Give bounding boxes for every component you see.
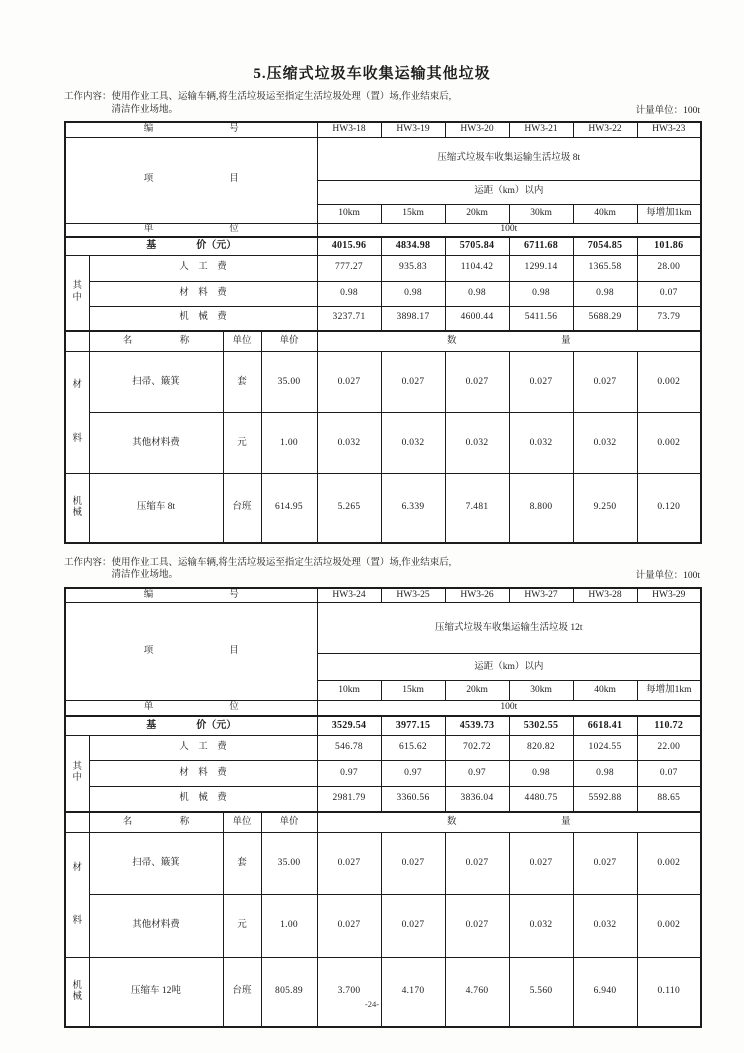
work-content-line: 清洁作业场地。 bbox=[111, 570, 179, 581]
work-content bbox=[64, 91, 700, 116]
machine-qty-cell: 4.760 bbox=[445, 958, 509, 1027]
machine-row-price: 805.89 bbox=[261, 958, 317, 1027]
code-cell: HW3-20 bbox=[445, 122, 509, 137]
labor-cost-label: 人 工 费 bbox=[89, 255, 317, 281]
material-qty-cell: 0.027 bbox=[573, 833, 637, 895]
material-cost-cell: 0.97 bbox=[317, 761, 381, 787]
unit-value: 100t bbox=[317, 223, 701, 237]
material-row-unit: 套 bbox=[223, 833, 261, 895]
labor-cost-cell: 777.27 bbox=[317, 255, 381, 281]
material-qty-cell: 0.002 bbox=[637, 895, 701, 958]
code-cell: HW3-21 bbox=[509, 122, 573, 137]
quantity-header: 数 量 bbox=[317, 812, 701, 833]
material-cost-label: 材 料 费 bbox=[89, 281, 317, 306]
machine-cost-cell: 3898.17 bbox=[381, 306, 445, 331]
machine-qty-cell: 7.481 bbox=[445, 474, 509, 543]
machine-qty-cell: 4.170 bbox=[381, 958, 445, 1027]
material-row-unit: 元 bbox=[223, 895, 261, 958]
material-qty-cell: 0.002 bbox=[637, 413, 701, 474]
labor-cost-cell: 1024.55 bbox=[573, 736, 637, 761]
material-cost-cell: 0.98 bbox=[317, 281, 381, 306]
material-row-unit: 元 bbox=[223, 413, 261, 474]
material-qty-cell: 0.032 bbox=[381, 413, 445, 474]
material-cost-cell: 0.98 bbox=[573, 281, 637, 306]
base-price-cell: 6618.41 bbox=[573, 716, 637, 736]
material-qty-cell: 0.027 bbox=[317, 352, 381, 413]
machine-row-name: 压缩车 12吨 bbox=[89, 958, 223, 1027]
machine-group-label bbox=[65, 958, 89, 1027]
machine-qty-cell: 9.250 bbox=[573, 474, 637, 543]
machine-qty-cell: 0.120 bbox=[637, 474, 701, 543]
material-cost-cell: 0.98 bbox=[509, 761, 573, 787]
machine-qty-cell: 3.700 bbox=[317, 958, 381, 1027]
among-char-top: 其 bbox=[72, 762, 82, 773]
base-price-cell: 5302.55 bbox=[509, 716, 573, 736]
work-content-line: 使用作业工具、运输车辆,将生活垃圾运至指定生活垃圾处理（置）场,作业结束后, bbox=[111, 557, 452, 568]
machine-cost-cell: 5688.29 bbox=[573, 306, 637, 331]
machine-qty-cell: 6.940 bbox=[573, 958, 637, 1027]
material-group-label bbox=[65, 833, 89, 958]
among-char-bottom: 中 bbox=[72, 773, 82, 784]
material-cost-cell: 0.98 bbox=[381, 281, 445, 306]
code-cell: HW3-18 bbox=[317, 122, 381, 137]
machine-row-price: 614.95 bbox=[261, 474, 317, 543]
base-price-cell: 7054.85 bbox=[573, 237, 637, 255]
base-price-cell: 5705.84 bbox=[445, 237, 509, 255]
code-cell: HW3-22 bbox=[573, 122, 637, 137]
distance-col-header: 10km bbox=[317, 204, 381, 223]
code-cell: HW3-27 bbox=[509, 588, 573, 603]
machine-cost-label: 机 械 费 bbox=[89, 787, 317, 812]
labor-cost-cell: 615.62 bbox=[381, 736, 445, 761]
distance-col-header: 30km bbox=[509, 204, 573, 223]
labor-cost-cell: 820.82 bbox=[509, 736, 573, 761]
machine-char-bottom: 械 bbox=[72, 508, 82, 519]
distance-col-header: 每增加1km bbox=[637, 204, 701, 223]
material-qty-cell: 0.027 bbox=[509, 833, 573, 895]
unit-note: 计量单位：100t bbox=[635, 571, 700, 582]
unit-label: 单 位 bbox=[65, 701, 317, 716]
distance-col-header: 20km bbox=[445, 681, 509, 701]
machine-qty-cell: 5.265 bbox=[317, 474, 381, 543]
material-qty-cell: 0.027 bbox=[317, 833, 381, 895]
material-qty-cell: 0.027 bbox=[381, 833, 445, 895]
material-char-top: 材 bbox=[72, 380, 82, 391]
machine-cost-cell: 4600.44 bbox=[445, 306, 509, 331]
material-char-bottom: 料 bbox=[72, 916, 82, 927]
labor-cost-cell: 546.78 bbox=[317, 736, 381, 761]
material-row-name: 其他材料费 bbox=[89, 413, 223, 474]
machine-cost-cell: 3237.71 bbox=[317, 306, 381, 331]
machine-cost-cell: 88.65 bbox=[637, 787, 701, 812]
machine-group-label bbox=[65, 474, 89, 543]
detail-price-header: 单价 bbox=[261, 812, 317, 833]
material-qty-cell: 0.002 bbox=[637, 833, 701, 895]
code-label: 编 号 bbox=[65, 122, 317, 137]
unit-note: 计量单位：100t bbox=[635, 105, 700, 116]
detail-unit-header: 单位 bbox=[223, 812, 261, 833]
page-number: -24- bbox=[364, 999, 380, 1009]
code-cell: HW3-24 bbox=[317, 588, 381, 603]
page-title: 5.压缩式垃圾车收集运输其他垃圾 bbox=[253, 66, 491, 82]
blank-corner-cell bbox=[65, 331, 89, 352]
material-char-bottom: 料 bbox=[72, 433, 82, 444]
distance-col-header: 15km bbox=[381, 681, 445, 701]
labor-cost-cell: 702.72 bbox=[445, 736, 509, 761]
material-qty-cell: 0.027 bbox=[381, 352, 445, 413]
material-row-unit: 套 bbox=[223, 352, 261, 413]
material-row-price: 1.00 bbox=[261, 895, 317, 958]
base-price-cell: 3977.15 bbox=[381, 716, 445, 736]
labor-cost-cell: 22.00 bbox=[637, 736, 701, 761]
machine-qty-cell: 6.339 bbox=[381, 474, 445, 543]
machine-row-name: 压缩车 8t bbox=[89, 474, 223, 543]
material-row-name: 扫帚、簸箕 bbox=[89, 833, 223, 895]
code-cell: HW3-25 bbox=[381, 588, 445, 603]
material-row-price: 1.00 bbox=[261, 413, 317, 474]
labor-cost-cell: 1299.14 bbox=[509, 255, 573, 281]
labor-cost-label: 人 工 费 bbox=[89, 736, 317, 761]
machine-cost-cell: 3836.04 bbox=[445, 787, 509, 812]
material-qty-cell: 0.027 bbox=[573, 352, 637, 413]
material-row-price: 35.00 bbox=[261, 833, 317, 895]
material-qty-cell: 0.032 bbox=[317, 413, 381, 474]
among-char-bottom: 中 bbox=[72, 292, 82, 303]
item-label: 项 目 bbox=[65, 137, 317, 223]
work-content-line: 清洁作业场地。 bbox=[111, 104, 179, 115]
caption-block-1 bbox=[64, 91, 700, 116]
base-price-label: 基 价（元） bbox=[65, 237, 317, 255]
material-qty-cell: 0.027 bbox=[445, 352, 509, 413]
machine-qty-cell: 0.110 bbox=[637, 958, 701, 1027]
machine-cost-cell: 5411.56 bbox=[509, 306, 573, 331]
quantity-header: 数 量 bbox=[317, 331, 701, 352]
among-group-label bbox=[65, 255, 89, 331]
caption-block-2 bbox=[64, 557, 700, 582]
material-cost-cell: 0.98 bbox=[573, 761, 637, 787]
detail-name-header: 名 称 bbox=[89, 812, 223, 833]
code-cell: HW3-28 bbox=[573, 588, 637, 603]
work-content-line: 使用作业工具、运输车辆,将生活垃圾运至指定生活垃圾处理（置）场,作业结束后, bbox=[111, 92, 452, 102]
distance-col-header: 40km bbox=[573, 204, 637, 223]
distance-col-header: 40km bbox=[573, 681, 637, 701]
material-row-name: 其他材料费 bbox=[89, 895, 223, 958]
material-cost-cell: 0.07 bbox=[637, 761, 701, 787]
machine-cost-cell: 5592.88 bbox=[573, 787, 637, 812]
base-price-cell: 3529.54 bbox=[317, 716, 381, 736]
code-cell: HW3-23 bbox=[637, 122, 701, 137]
quota-table-12t bbox=[64, 587, 702, 1028]
material-qty-cell: 0.027 bbox=[509, 352, 573, 413]
machine-cost-cell: 2981.79 bbox=[317, 787, 381, 812]
code-cell: HW3-19 bbox=[381, 122, 445, 137]
distance-col-header: 每增加1km bbox=[637, 681, 701, 701]
base-price-cell: 110.72 bbox=[637, 716, 701, 736]
item-title: 压缩式垃圾车收集运输生活垃圾 12t bbox=[317, 603, 701, 654]
work-content-lines bbox=[112, 557, 700, 582]
unit-label: 单 位 bbox=[65, 223, 317, 237]
material-qty-cell: 0.027 bbox=[445, 833, 509, 895]
machine-cost-cell: 73.79 bbox=[637, 306, 701, 331]
labor-cost-cell: 1104.42 bbox=[445, 255, 509, 281]
detail-name-header: 名 称 bbox=[89, 331, 223, 352]
among-group-label bbox=[65, 736, 89, 812]
machine-char-bottom: 械 bbox=[72, 991, 82, 1002]
distance-header: 运距（km）以内 bbox=[317, 180, 701, 204]
material-qty-cell: 0.032 bbox=[509, 895, 573, 958]
base-price-cell: 4015.96 bbox=[317, 237, 381, 255]
material-cost-cell: 0.98 bbox=[509, 281, 573, 306]
labor-cost-cell: 28.00 bbox=[637, 255, 701, 281]
quota-table-8t bbox=[64, 121, 702, 544]
material-qty-cell: 0.032 bbox=[573, 413, 637, 474]
code-cell: HW3-26 bbox=[445, 588, 509, 603]
material-qty-cell: 0.002 bbox=[637, 352, 701, 413]
distance-col-header: 20km bbox=[445, 204, 509, 223]
material-cost-cell: 0.97 bbox=[445, 761, 509, 787]
labor-cost-cell: 1365.58 bbox=[573, 255, 637, 281]
work-content-label: 工作内容： bbox=[64, 92, 112, 102]
blank-corner-cell bbox=[65, 812, 89, 833]
machine-char-top: 机 bbox=[72, 497, 82, 508]
labor-cost-cell: 935.83 bbox=[381, 255, 445, 281]
work-content-lines bbox=[112, 91, 700, 116]
detail-price-header: 单价 bbox=[261, 331, 317, 352]
unit-value: 100t bbox=[317, 701, 701, 716]
item-title: 压缩式垃圾车收集运输生活垃圾 8t bbox=[317, 137, 701, 180]
base-price-cell: 101.86 bbox=[637, 237, 701, 255]
base-price-cell: 4539.73 bbox=[445, 716, 509, 736]
item-label: 项 目 bbox=[65, 603, 317, 701]
distance-header: 运距（km）以内 bbox=[317, 654, 701, 681]
machine-cost-label: 机 械 费 bbox=[89, 306, 317, 331]
machine-row-unit: 台班 bbox=[223, 958, 261, 1027]
machine-qty-cell: 5.560 bbox=[509, 958, 573, 1027]
material-qty-cell: 0.032 bbox=[573, 895, 637, 958]
code-cell: HW3-29 bbox=[637, 588, 701, 603]
machine-cost-cell: 4480.75 bbox=[509, 787, 573, 812]
machine-row-unit: 台班 bbox=[223, 474, 261, 543]
among-char-top: 其 bbox=[72, 281, 82, 292]
machine-qty-cell: 8.800 bbox=[509, 474, 573, 543]
detail-unit-header: 单位 bbox=[223, 331, 261, 352]
material-cost-cell: 0.97 bbox=[381, 761, 445, 787]
material-char-top: 材 bbox=[72, 862, 82, 873]
material-cost-cell: 0.07 bbox=[637, 281, 701, 306]
base-price-cell: 6711.68 bbox=[509, 237, 573, 255]
material-cost-cell: 0.98 bbox=[445, 281, 509, 306]
base-price-label: 基 价（元） bbox=[65, 716, 317, 736]
distance-col-header: 10km bbox=[317, 681, 381, 701]
distance-col-header: 15km bbox=[381, 204, 445, 223]
machine-cost-cell: 3360.56 bbox=[381, 787, 445, 812]
material-row-name: 扫帚、簸箕 bbox=[89, 352, 223, 413]
work-content-label: 工作内容： bbox=[64, 557, 112, 568]
work-content bbox=[64, 557, 700, 582]
material-qty-cell: 0.032 bbox=[509, 413, 573, 474]
base-price-cell: 4834.98 bbox=[381, 237, 445, 255]
material-qty-cell: 0.027 bbox=[381, 895, 445, 958]
material-row-price: 35.00 bbox=[261, 352, 317, 413]
machine-char-top: 机 bbox=[72, 980, 82, 991]
material-group-label bbox=[65, 352, 89, 474]
material-qty-cell: 0.027 bbox=[445, 895, 509, 958]
material-cost-label: 材 料 费 bbox=[89, 761, 317, 787]
code-label: 编 号 bbox=[65, 588, 317, 603]
material-qty-cell: 0.032 bbox=[445, 413, 509, 474]
material-qty-cell: 0.027 bbox=[317, 895, 381, 958]
distance-col-header: 30km bbox=[509, 681, 573, 701]
